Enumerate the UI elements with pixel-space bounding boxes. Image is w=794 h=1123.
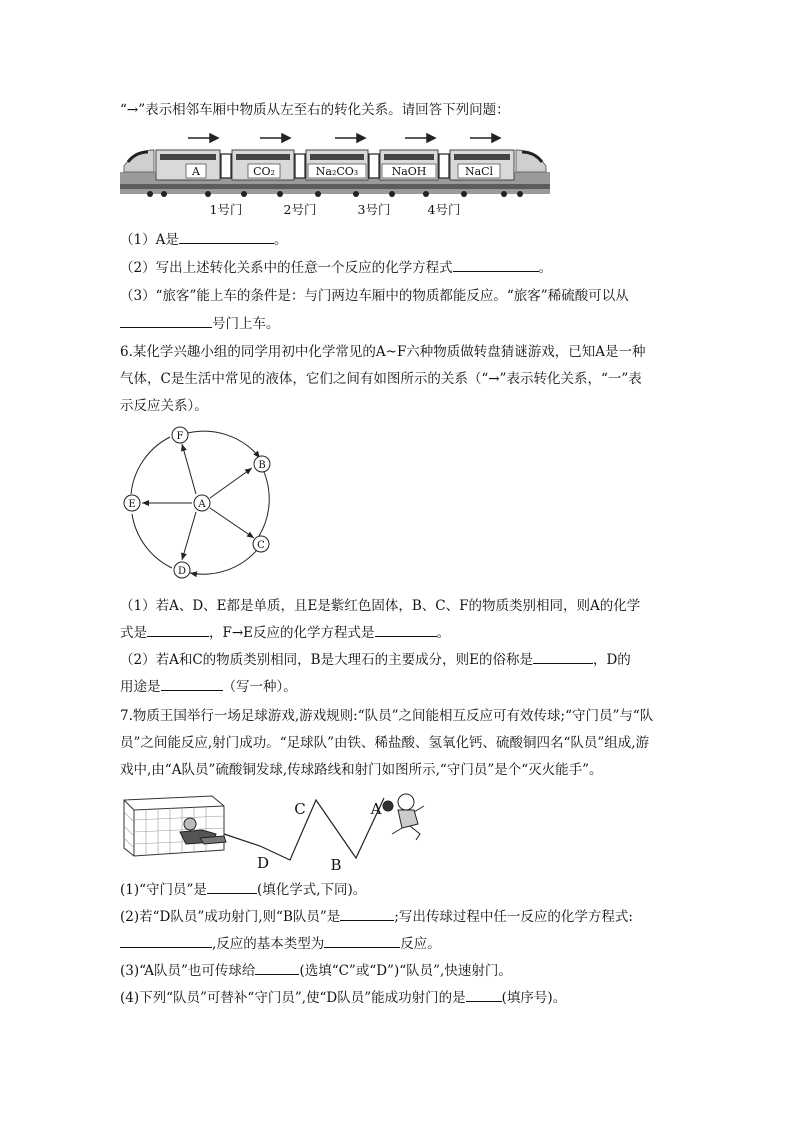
q7-stem-line3: 戏中,由“A队员”硫酸铜发球,传球路线和射门如图所示,“守门员”是个“灭火能手”。 <box>120 762 603 778</box>
q6-part2-line2: 用途是 （写一种）。 <box>120 675 297 695</box>
node-label: F <box>176 431 184 442</box>
answer-blank[interactable] <box>147 622 209 637</box>
q5-part1: （1）A是 。 <box>120 228 287 248</box>
q7-part2-line1: (2)若“D队员”成功射门,则“B队员”是 ;写出传球过程中任一反应的化学方程式: <box>120 905 633 925</box>
player-label: C <box>294 800 306 818</box>
car-label: NaOH <box>391 165 427 178</box>
q6-part2-line1: （2）若A和C的物质类别相同，B是大理石的主要成分，则E的俗称是 ，D的 <box>120 648 631 668</box>
answer-blank[interactable] <box>179 229 274 244</box>
player-label: B <box>330 856 342 872</box>
node-label: C <box>257 540 265 551</box>
node-label: A <box>198 499 206 510</box>
answer-blank[interactable] <box>533 649 593 664</box>
answer-blank[interactable] <box>340 906 394 921</box>
car-label: NaCl <box>464 165 494 178</box>
door-label: 3号门 <box>357 202 391 217</box>
node-label: B <box>258 460 266 471</box>
q6-part1-line2: 式是 ，F→E反应的化学方程式是 。 <box>120 621 450 641</box>
q7-part3: (3)“A队员”也可传球给 (选填“C”或“D”)“队员”,快速射门。 <box>120 959 512 979</box>
car-label: A <box>192 165 200 178</box>
player-label: A <box>370 800 382 818</box>
q7-part1: (1)“守门员”是 (填化学式,下同)。 <box>120 878 366 898</box>
train-figure <box>120 122 550 222</box>
answer-blank[interactable] <box>375 622 437 637</box>
car-label: Na₂CO₃ <box>315 165 359 178</box>
answer-blank[interactable] <box>255 960 299 975</box>
player-label: D <box>256 854 270 872</box>
answer-blank[interactable] <box>120 313 212 328</box>
answer-blank[interactable] <box>324 933 400 948</box>
answer-blank[interactable] <box>120 933 212 948</box>
door-label: 4号门 <box>427 202 461 217</box>
q6-stem-line2: 气体，C是生活中常见的液体，它们之间有如图所示的关系（“→”表示转化关系，“一”表 <box>120 371 642 387</box>
q5-part3a: （3）“旅客”能上车的条件是：与门两边车厢中的物质都能反应。“旅客”稀硫酸可以从 <box>120 288 629 304</box>
node-label: E <box>128 499 136 510</box>
intro-text: “→”表示相邻车厢中物质从左至右的转化关系。请回答下列问题： <box>120 102 510 118</box>
q7-part2-line2: ,反应的基本类型为 反应。 <box>120 932 441 952</box>
door-label: 2号门 <box>283 202 317 217</box>
answer-blank[interactable] <box>161 676 223 691</box>
q6-stem-line3: 示反应关系）。 <box>120 398 208 414</box>
q6-part1-line1: （1）若A、D、E都是单质，且E是紫红色固体，B、C、F的物质类别相同，则A的化学 <box>120 598 641 614</box>
q7-part4: (4)下列“队员”可替补“守门员”,使“D队员”能成功射门的是 (填序号)。 <box>120 986 566 1006</box>
q5-part2: （2）写出上述转化关系中的任意一个反应的化学方程式 。 <box>120 256 552 276</box>
q6-stem-line1: 6.某化学兴趣小组的同学用初中化学常见的A~F六种物质做转盘猜谜游戏，已知A是一种 <box>120 344 646 360</box>
answer-blank[interactable] <box>207 879 257 894</box>
answer-blank[interactable] <box>453 257 539 272</box>
soccer-figure <box>120 788 440 872</box>
q7-stem-line1: 7.物质王国举行一场足球游戏,游戏规则:“队员”之间能相互反应可有效传球;“守门员”与“队 <box>120 708 654 724</box>
q5-part3b: 号门上车。 <box>120 312 280 332</box>
door-label: 1号门 <box>209 202 243 217</box>
relation-diagram <box>118 420 288 585</box>
answer-blank[interactable] <box>466 987 502 1002</box>
q7-stem-line2: 员”之间能反应,射门成功。“足球队”由铁、稀盐酸、氢氧化钙、硫酸铜四名“队员”组成,游 <box>120 735 650 751</box>
node-label: D <box>177 566 187 577</box>
car-label: CO₂ <box>253 165 275 178</box>
